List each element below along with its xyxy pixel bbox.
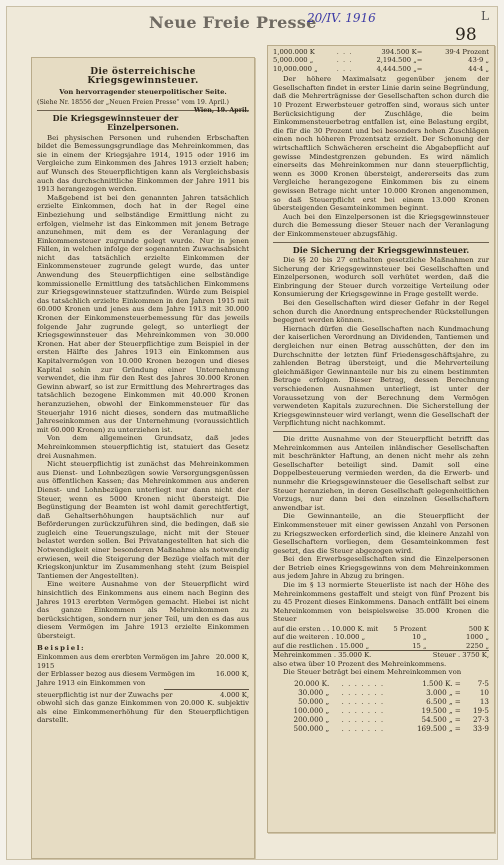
table-row: 500.000 „ . . . . . . . 169.500 „ = 33·9 [273,724,489,733]
table-row: 100.000 „ . . . . . . . 19.500 „ = 19·5 [273,706,489,715]
rate-tax: 4,444.500 „ [376,64,417,73]
computation-table [273,625,489,660]
rate-tax: 2,194.500 „ [376,56,417,65]
schedule-pct: 27·3 [472,714,489,724]
paragraph: Die §§ 20 bis 27 enthalten gesetzliche Maßnahmen zur Sicherung der Kriegsgewinnsteuer bei Gesellschaften und Einzelpersonen, wodurch soll verhütet werden, daß die Einbringung der Steuer durch vorzeitige Verteilung oder Konsumierung der Kriegsgewinne in Frage gestellt werde. [273,256,489,299]
computation-label: auf die ersten . . 10.000 K. mit [273,625,379,634]
example-line [37,653,249,670]
schedule-income: 50.000 „ [298,696,330,706]
section-heading: Die Kriegsgewinnsteuer der Einzelpersonen. [52,113,179,132]
rate-income: 10,000.000 „ [273,64,318,73]
table-row: 20.000 K. . . . . . . . 1.500 K. = 7·5 [273,679,489,688]
handwritten-date: 20/IV. 1916 [307,11,376,25]
rate-tax: 394.500 K [381,48,417,56]
sum-rule [164,689,249,690]
table-row [273,633,489,641]
computation-label: auf die weiteren . 10.000 „ [273,633,366,642]
schedule-income: 500.000 „ [293,723,330,733]
table-row [273,651,489,659]
reference-text: (Siehe Nr. 18556 der „Neuen Freien Presse“ vom 19. April.) [37,98,229,106]
schedule-tax: 19.500 „ [421,705,453,715]
schedule-tax: 54.500 „ [421,714,453,724]
paragraph: Hiernach dürfen die Gesellschaften nach Kundmachung der kaiserlichen Verordnung an Dividenden, Tantiemen und dergleichen nur einen Betrag ausschütten, der den im Durchschnitte der letzten fünf Friedensgeschäftsjahre, zu zahlenden Betrag übersteigt, und die Mehrverteilung gleichmäßiger Gewinnanteile nur bis zu einem bestimmten Betrage erfolgen. Dieser Betrag, dessen Berechnung verschiedenen Ausnahmen unterliegt, ist unter der Voraussetzung von der Berechnung dem Vermögen verwendeten Kapitals zuzurechnen. Die Sicherstellung der Kriegsgewinnsteuer wird verlangt, wenn die Gesellschaft der Verpflichtung nicht nachkommt. [273,324,489,428]
computation-note: also etwa über 10 Prozent des Mehreinkommens. [273,659,447,668]
schedule-tax: 6.500 „ [426,696,453,706]
paragraph: Von dem allgemeinen Grundsatz, daß jedes Mehreinkommen steuerpflichtig ist, statuiert das Gesetz drei Ausnahmen. [37,434,249,460]
schedule-tax: 3.000 „ [426,687,453,697]
table-row [273,642,489,651]
paragraph: Die dritte Ausnahme von der Steuerpflicht betrifft das Mehreinkommen aus Anteilen inländischer Gesellschaften mit beschränkter Haftung, an denen nicht mehr als zehn Gesellschafter beteiligt sind. Damit soll eine Doppelbesteuerung vermieden werden, da die Erwerb- und nunmehr die Kriegsgewinnsteuer die Gesellschaft selbst zur Steuer heranziehen, in deren Gesellschaft gelegenheitlichen Vorzugs, nur dann bei den einzelnen Gesellschaftern anwendbar ist. [273,434,489,512]
paragraph: Nicht steuerpflichtig ist zunächst das Mehreinkommen aus Dienst- und Lohnbezügen sowie Versorgungsgenüssen aus öffentlichen Kassen; das Mehreinkommen aus anderen Dienst- und Lohnbezügen unterliegt nur dann nicht der Steuer, wenn es 5000 Kronen nicht übersteigt. Die Begünstigung der Beamten ist wohl damit gerechtfertigt, daß Gehaltserhöhungen hauptsächlich nur auf Beförderungen zurückzuführen sind, die bedingen, daß sie zugleich eine Teuerungszulage, nicht mit der Steuer belastet werden sollen. Bei Privatangestellten hat sich die Notwendigkeit einer besonderen Maßnahme als notwendig erwiesen, weil die Steigerung der Bezüge vielfach mit der Kriegskonjunktur im Zusammenhang steht (zum Beispiel Tantiemen der Angestellten). [37,460,249,580]
page-number: 98 [455,25,477,45]
paragraph: Die Gewinnanteile, an die Steuerpflicht der Einkommensteuer mit einer gewissen Anzahl von Personen zu Kriegszwecken erforderlich sind, die kleinere Anzahl von Gesellschaftern vorliegen, dem Gesamteinkommen fest gesetzt, das die Steuer abgezogen wird. [273,512,489,555]
schedule-pct: 19·5 [472,705,489,715]
schedule-pct: 7·5 [477,678,489,688]
schedule-intro: Die Steuer beträgt bei einem Mehreinkommen von [283,668,462,677]
example-block [37,653,249,699]
computation-pct: 15 „ [412,641,427,650]
paragraph: Die im § 13 normierte Steuerliste ist nach der Höhe des Mehreinkommens gestaffelt und steigt von fünf Prozent bis zu 45 Prozent dieses Einkommens. Danach entfällt bei einem Mehreinkommen von beispielsweise 35.000 Kronen die Steuer [273,581,489,624]
table-row: 1,000.000 K . . . 394.500 K = 39·4 Prozent [273,48,489,56]
rate-pct: 43·9 „ [468,56,489,65]
masthead [7,7,497,45]
example-value: 4.000 K, [220,690,249,699]
example-label: der Erblasser bezog aus diesem Vermögen im Jahre 1913 ein Einkommen von [37,670,195,687]
computation-total-label: Mehreinkommen . 35.000 K. [273,651,372,660]
paragraph: Maßgebend ist bei den genannten Jahren tatsächlich erzielte Einkommen, doch hat in der Regel eine Einbeziehung und selbständige Ermittlung nicht zu erfolgen, vielmehr ist das Einkommen mit jenem Betrage anzunehmen, mit dem es der Veranlagung der Einkommensteuer zugrunde gelegt wurde. Nur in jenen Fällen, in welchen infolge der sogenannten Zuwachsabsicht nicht das tatsächlich erzielte Einkommen der Einkommensteuer zugrunde gelegt wurde, das unter Anwendung des Steuerpflichtigen eine selbständige kommissionelle Ermittlung des tatsächlichen Einkommens zur Kriegsgewinnsteuer stattzufinden. Würde zum Beispiel das tatsächlich erzielte Einkommen in den Jahren 1915 mit 60.000 Kronen und jenes aus dem Jahre 1913 mit 30.000 Kronen der Einkommensteuerbemessung für das jeweils folgende Jahr zugrunde gelegt, so unterliegt der Kriegsgewinnsteuer das Mehreinkommen von 30.000 Kronen. Hat aber der Steuerpflichtige zum Beispiel in der ersten Hälfte des Jahres 1913 ein Einkommen aus Kapitalvermögen von 10.000 Kronen bezogen und dieses Kapital sohin zur Gründung einer Unternehmung verwendet, die ihm für den Rest des Jahres 30.000 Kronen Gewinn abwarf, so ist zur Ermittlung des Mehrertrages das tatsächlich bezogene Einkommen mit 40.000 Kronen heranzuziehen, obwohl der Einkommensteuer für das Steuerjahr 1916 nicht dieses, sondern das mutmaßliche Jahreseinkommen aus der Unternehmung (voraussichtlich mit 60.000 Kronen) zu unterziehen ist. [37,193,249,434]
table-row: 30.000 „ . . . . . . . 3.000 „ = 10 [273,688,489,697]
paragraph: Der höhere Maximalsatz gegenüber jenem der Gesellschaften findet in erster Linie darin seine Begründung, daß die Mehrerträgnisse der Gesellschaften schon durch die 10 Prozent Erwerbsteuer getroffen sind, woraus sich unter Berücksichtigung der Zuschläge, die beim Einkommensteuerbetrag entfallen ist, eine Belastung ergibt, die für die 30 Prozent und bei besonders hohen Zuschlägen einen noch höheren Prozentsatz erzielt. Der Schonung der wirtschaftlich Schwächeren erscheint die Abgabepflicht auf gewisse Mindestgrenzen gebunden. Es wird nämlich einerseits das Mehreinkommen nur dann steuerpflichtig, wenn es 3000 Kronen übersteigt, andererseits das zum Vergleiche herangezogene Einkommen bis zu einem gewissen Betrage nicht unter 10.000 Kronen angenommen, so daß Steuerpflicht erst bei einem 13.000 Kronen übersteigenden Gesamteinkommen beginnt. [273,75,489,213]
example-line [37,691,249,700]
table-row: 200.000 „ . . . . . . . 54.500 „ = 27·3 [273,715,489,724]
computation-total-value: Steuer . 3750 K, [432,651,489,660]
computation-value: 500 K [468,625,489,634]
rate-table [273,48,489,73]
divider [273,431,489,432]
newspaper-name: Neue Freie Presse [149,13,317,32]
article-reference [37,98,249,115]
schedule-pct: 33·9 [472,723,489,733]
archive-sheet [6,6,498,860]
schedule-table [273,679,489,733]
schedule-income: 20.000 K. [294,678,330,688]
rate-income: 1,000.000 K [273,48,315,56]
computation-pct: 5 Prozent [393,625,427,634]
paragraph: Bei physischen Personen und ruhenden Erbschaften bildet die Bemessungsgrundlage das Mehreinkommen, das sie in einem der Kriegsjahre 1914, 1915 oder 1916 im Vergleiche zum Einkommen des Jahres 1913 erzielt haben; auf Wunsch des Steuerpflichtigen kann als Vergleichsbasis auch das durchschnittliche Einkommen der Jahre 1911 bis 1913 herangezogen werden. [37,133,249,194]
paragraph: Auch bei den Einzelpersonen ist die Kriegsgewinnsteuer durch die Bemessung dieser Steuer nach der Veranlagung der Einkommensteuer abzugsfähig. [273,212,489,238]
clipping-right [267,45,495,833]
computation-pct: 10 „ [412,633,427,642]
divider [273,242,489,243]
section-heading: Die Sicherung der Kriegsgewinnsteuer. [292,244,470,255]
example-heading: Beispiel: [37,643,86,652]
schedule-tax: 1.500 K. [422,678,453,688]
table-row: 50.000 „ . . . . . . . 6.500 „ = 13 [273,697,489,706]
article-title: Die österreichische Kriegsgewinnsteuer. [87,67,199,86]
paragraph-closing: obwohl sich das ganze Einkommen von 20.000 K. subjektiv als eine Einkommenerhöhung für den Steuerpflichtigen darstellt. [37,699,249,725]
article-subtitle: Von hervorragender steuerpolitischer Seite. [59,88,227,97]
schedule-tax: 169.500 „ [416,723,453,733]
corner-mark: L [481,9,489,23]
table-row: 5,000.000 „ . . . 2,194.500 „ = 43·9 „ [273,56,489,65]
schedule-income: 30.000 „ [298,687,330,697]
computation-label: auf die restlichen . 15.000 „ [273,641,370,650]
computation-value: 2250 „ [466,641,489,650]
example-value: 16.000 K, [215,670,249,679]
example-label: steuerpflichtig ist nur der Zuwachs per [37,690,173,699]
example-label: Einkommen aus dem ererbten Vermögen im Jahre 1915 [37,653,210,670]
rate-income: 5,000.000 „ [273,56,314,65]
schedule-income: 100.000 „ [293,705,330,715]
table-row [273,625,489,633]
schedule-pct: 13 [479,696,489,706]
clipping-left [31,57,255,859]
paragraph: Bei den Erwerbsgesellschaften sind die Einzelpersonen der Betrieb eines Kriegsgewinns von dem Mehreinkommen aus jedem Jahre in Abzug zu bringen. [273,555,489,581]
rate-pct: 39·4 Prozent [445,48,489,56]
rate-pct: 44·4 „ [468,64,489,73]
paragraph: Eine weitere Ausnahme von der Steuerpflicht wird hinsichtlich des Einkommens aus einem nach Beginn des Jahres 1913 ererbten Vermögen gemacht. Hiebei ist nicht das ganze Einkommen als Mehreinkommen zu berücksichtigen, sondern nur jener Teil, um den es das aus diesem Vermögen im Jahre 1913 erzielte Einkommen übersteigt. [37,580,249,640]
computation-value: 1000 „ [466,633,489,642]
schedule-pct: 10 [479,687,489,697]
table-row: 10,000.000 „ . . . 4,444.500 „ = 44·4 „ [273,64,489,73]
place-date: Wien, 19. April. [193,107,249,115]
example-value: 20.000 K, [215,653,249,662]
schedule-income: 200.000 „ [293,714,330,724]
paragraph: Bei den Gesellschaften wird dieser Gefahr in der Regel schon durch die Anordnung entsprechender Rückstellungen begegnet werden können. [273,299,489,325]
example-line [37,670,249,687]
